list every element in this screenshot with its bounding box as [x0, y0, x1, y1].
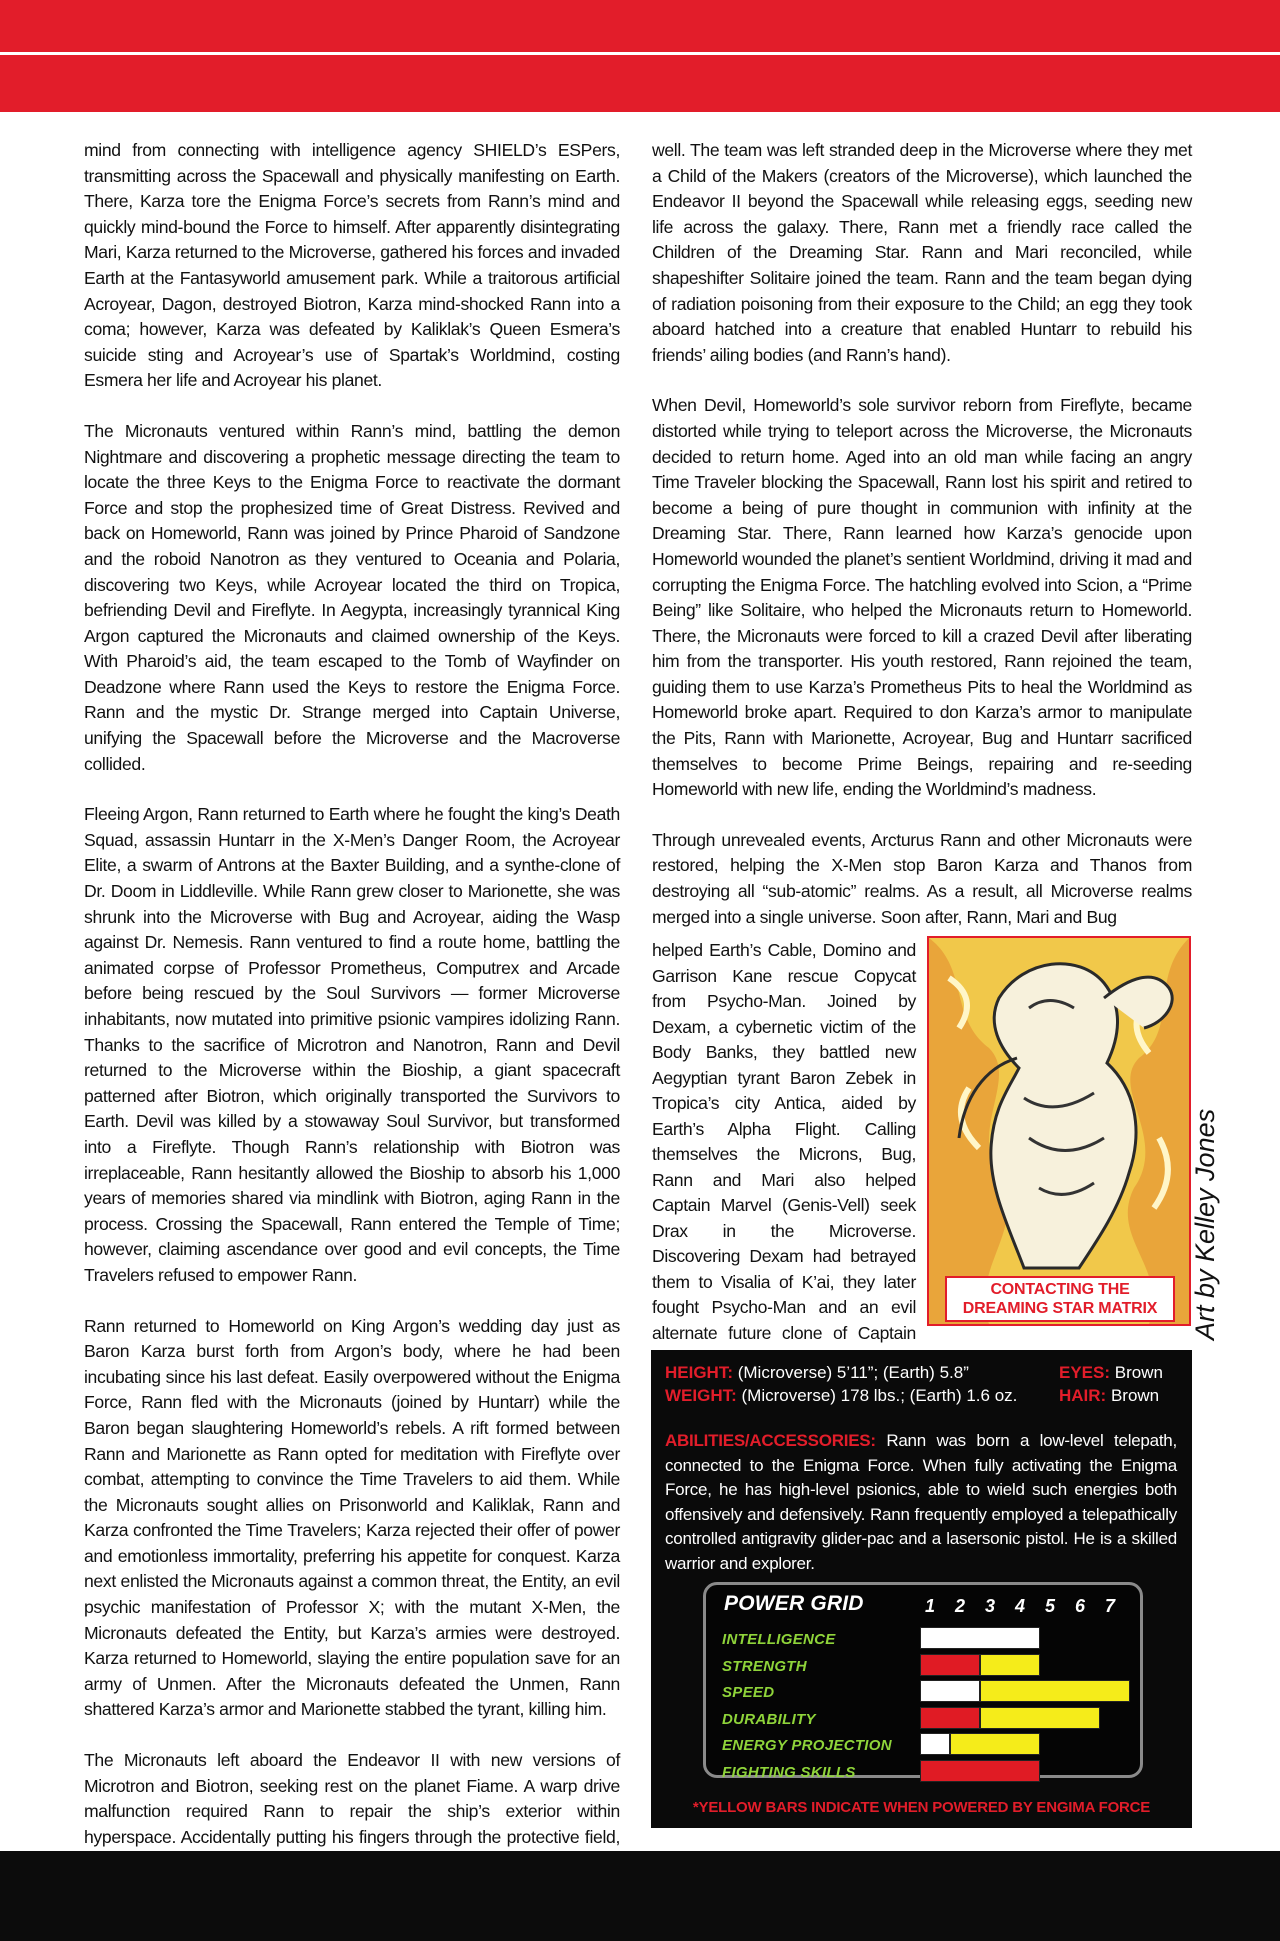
left-paragraph-5: The Micronauts left aboard the Endeavor II with new versions of Microtron and Biotron, seeking rest on the planet Fiame. A warp drive malfunction required Rann to repair the ship’s exterior within hyperspace. Accidentally putting his fingers through the protective field, [84, 1750, 620, 1847]
power-grid-scale-3: 3 [984, 1596, 995, 1616]
power-grid-row-durability [722, 1707, 1142, 1731]
stats-panel [651, 1350, 1192, 1828]
abilities-text [665, 1429, 1177, 1576]
weight-stat [665, 1385, 1017, 1408]
power-grid-enigma-bar [980, 1707, 1100, 1729]
abilities-label: ABILITIES/ACCESSORIES: [665, 1431, 876, 1450]
power-grid-scale-6: 6 [1074, 1596, 1085, 1616]
power-grid-scale-4: 4 [1014, 1596, 1025, 1616]
power-grid-label: DURABILITY [722, 1710, 816, 1728]
left-paragraph-3: Fleeing Argon, Rann returned to Earth where he fought the king’s Death Squad, assassin Huntarr in the X-Men’s Danger Room, the Acroyear Elite, a swarm of Antrons at the Baxter Building, and a synthe-clone of Dr. Doom in Liddleville. While Rann grew closer to Marionette, she was shrunk into the Microverse with Bug and Acroyear, aiding the Wasp against Dr. Nemesis. Rann ventured to find a route home, battling the animated corpse of Professor Prometheus, Computrex and Arcade before being rescued by the Soul Survivors — former Microverse inhabitants, now mutated into primitive psionic vampires idolizing Rann. Thanks to the sacrifice of Microtron and Nanotron, Rann and Devil returned to the Microverse within the Bioship, a giant spacecraft patterned after Biotron, which originally transported the Survivors to Earth. Devil was killed by a stowaway Soul Survivor, but transformed into a Fireflyte. Though Rann’s relationship with Biotron was irreplaceable, Rann hesitantly allowed the Bioship to absorb his 1,000 years of memories shared via mindlink with Biotron, aging Rann in the process. Crossing the Spacewall, Rann entered the Temple of Time; however, claiming ascendance over good and evil concepts, the Time Travelers refused to empower Rann. [84, 804, 620, 1285]
power-grid-base-bar [920, 1627, 1040, 1649]
left-paragraph-1: mind from connecting with intelligence agency SHIELD’s ESPers, transmitting across the Spacewall and physically manifesting on Earth. There, Karza tore the Enigma Force’s secrets from Rann’s mind and quickly mind-bound the Force to himself. After apparently disintegrating Mari, Karza returned to the Microverse, gathered his forces and invaded Earth at the Fantasyworld amusement park. While a traitorous artificial Acroyear, Dagon, destroyed Biotron, Karza mind-shocked Rann into a coma; however, Karza was defeated by Kaliklak’s Queen Esmera’s suicide sting and Acroyear’s use of Spartak’s Worldmind, costing Esmera her life and Acroyear his planet. [84, 140, 620, 391]
power-grid-label: INTELLIGENCE [722, 1631, 836, 1648]
power-grid-row-intelligence [722, 1627, 1142, 1651]
caption-line-2: DREAMING STAR MATRIX [962, 1300, 1158, 1317]
right-paragraph-2: When Devil, Homeworld’s sole survivor reborn from Fireflyte, became distorted while trying to teleport across the Microverse, the Micronauts decided to return home. Aged into an old man while facing an angry Time Traveler blocking the Spacewall, Rann lost his spirit and retired to become a being of pure thought in communion with infinity at the Dreaming Star. There, Rann learned how Karza’s genocide upon Homeworld wounded the planet’s sentient Worldmind, driving it mad and corrupting the Enigma Force. The hatchling evolved into Scion, a “Prime Being” like Solitaire, who helped the Micronauts return to Homeworld. There, the Micronauts were forced to kill a crazed Devil after liberating him from the transporter. His youth restored, Rann rejoined the team, guiding them to use Karza’s Prometheus Pits to heal the Worldmind as Homeworld broke apart. Required to don Karza’s armor to manipulate the Pits, Rann with Marionette, Acroyear, Bug and Huntarr sacrificed themselves to become Prime Beings, repairing and re-seeding Homeworld with new life, ending the Worldmind’s madness. [652, 395, 1192, 800]
power-grid-row-strength [722, 1654, 1142, 1678]
hair-stat [1059, 1385, 1159, 1408]
height-label: HEIGHT: [665, 1363, 733, 1382]
art-credit: Art by Kelley Jones [1190, 1108, 1220, 1340]
bottom-footer-band [0, 1851, 1280, 1941]
power-grid-title: POWER GRID [724, 1592, 864, 1615]
power-grid-label: STRENGTH [722, 1657, 807, 1675]
height-stat [665, 1362, 969, 1385]
power-grid-base-bar [920, 1654, 980, 1676]
power-grid-label: FIGHTING SKILLS [722, 1763, 856, 1781]
power-grid-base-bar [920, 1680, 980, 1702]
power-grid-label: SPEED [722, 1684, 775, 1701]
power-grid-base-bar [920, 1733, 950, 1755]
hair-value: Brown [1110, 1386, 1160, 1405]
power-grid-label: ENERGY PROJECTION [722, 1737, 892, 1754]
power-grid-enigma-bar [950, 1733, 1040, 1755]
caption-line-1: CONTACTING THE [990, 1281, 1130, 1298]
wrapped-paragraph [652, 938, 916, 1372]
power-grid-base-bar [920, 1707, 980, 1729]
eyes-stat [1059, 1362, 1163, 1385]
right-paragraph-1: well. The team was left stranded deep in the Microverse where they met a Child of the Makers (creators of the Microverse), which launched the Endeavor II beyond the Spacewall while releasing eggs, seeding new life across the galaxy. There, Rann met a friendly race called the Children of the Dreaming Star. Rann and Mari reconciled, while shapeshifter Solitaire joined the team. Rann and the team began dying of radiation poisoning from their exposure to the Child; an egg they took aboard hatched into a creature that enabled Huntarr to rebuild his friends’ ailing bodies (and Rann’s hand). [652, 140, 1192, 365]
top-header-band [0, 0, 1280, 112]
left-column [84, 138, 620, 1927]
power-grid-scale-1: 1 [924, 1596, 935, 1616]
power-grid-scale-5: 5 [1044, 1596, 1055, 1616]
height-value: (Microverse) 5’11”; (Earth) 5.8” [737, 1363, 969, 1382]
wrapped-paragraph-text: helped Earth’s Cable, Domino and Garrison Kane rescue Copycat from Psycho-Man. Joined by Dexam, a cybernetic victim of the Body Banks, they battled new Aegyptian tyrant Baron Zebek in Tropica’s city Antica, aided by Earth’s Alpha Flight. Calling themselves the Microns, Bug, Rann and Mari also helped Captain Marvel (Genis-Vell) seek Drax in the Microverse. Discovering Dexam had betrayed them to Visalia of K’ai, they later fought Psycho-Man and an evil alternate future clone of Captain [652, 940, 916, 1343]
power-grid-row-energy-projection [722, 1733, 1142, 1757]
left-paragraph-4: Rann returned to Homeworld on King Argon’s wedding day just as Baron Karza burst forth from Argon’s body, where he had been incubating since his last defeat. Easily overpowered without the Enigma Force, Rann fled with the Micronauts (joined by Huntarr) while the Baron began slaughtering Homeworld’s rebels. A rift formed between Rann and Marionette as Rann opted for meditation with Fireflyte over combat, attempting to convince the Time Travelers to aid them. While the Micronauts sought allies on Prisonworld and Kaliklak, Rann and Karza confronted the Time Travelers; Karza rejected their offer of power and emotionless immortality, preferring his appetite for conquest. Karza next enlisted the Micronauts against a common threat, the Entity, an evil psychic manifestation of Professor X; with the mutant X-Men, the Micronauts defeated the Entity, but Karza’s armies were destroyed. Karza returned to Homeworld, slaying the entire population save for an army of Unmen. After the Micronauts defeated the Unmen, Rann shattered Karza’s armor and Marionette stabbed the tyrant, killing him. [84, 1315, 620, 1720]
illustration-figure [929, 938, 1189, 1324]
illustration-panel [927, 936, 1191, 1326]
abilities-description: Rann was born a low-level telepath, connected to the Enigma Force. When fully activating the Enigma Force, he has high-level psionics, able to wield such energies both offensively and defensively. Rann frequently employed a telepathically controlled antigravity glider-pac and a lasersonic pistol. He is a skilled warrior and explorer. [665, 1431, 1177, 1573]
right-paragraph-3: Through unrevealed events, Arcturus Rann and other Micronauts were restored, helping the X-Men stop Baron Karza and Thanos from destroying all “sub-atomic” realms. As a result, all Microverse realms merged into a single universe. Soon after, Rann, Mari and Bug [652, 829, 1192, 927]
header-divider [0, 52, 1280, 55]
power-grid-enigma-bar [980, 1680, 1130, 1702]
illustration-caption [945, 1276, 1175, 1322]
power-grid-scale-7: 7 [1104, 1596, 1115, 1616]
power-grid-row-fighting-skills [722, 1760, 1142, 1784]
power-grid-row-speed [722, 1680, 1142, 1704]
power-grid [703, 1582, 1143, 1781]
right-column [652, 138, 1192, 955]
power-grid-base-bar [920, 1760, 1040, 1782]
power-grid-scale-2: 2 [954, 1596, 965, 1616]
left-paragraph-2: The Micronauts ventured within Rann’s mind, battling the demon Nightmare and discovering a prophetic message directing the team to locate the three Keys to the Enigma Force to reactivate the dormant Force and stop the prophesized time of Great Distress. Revived and back on Homeworld, Rann was joined by Prince Pharoid of Sandzone and the roboid Nanotron as they ventured to Oceania and Polaria, discovering two Keys, while Acroyear located the third on Tropica, befriending Devil and Fireflyte. In Aegypta, increasingly tyrannical King Argon captured the Micronauts and claimed ownership of the Keys. With Pharoid’s aid, the team escaped to the Tomb of Wayfinder on Deadzone where Rann used the Keys to restore the Enigma Force. Rann and the mystic Dr. Strange merged into Captain Universe, unifying the Spacewall before the Microverse and the Macroverse collided. [84, 420, 620, 774]
eyes-label: EYES: [1059, 1363, 1111, 1382]
power-grid-enigma-bar [980, 1654, 1040, 1676]
power-grid-footnote: *YELLOW BARS INDICATE WHEN POWERED BY ENGIMA FORCE [692, 1799, 1151, 1816]
weight-label: WEIGHT: [665, 1386, 737, 1405]
eyes-value: Brown [1114, 1363, 1163, 1382]
hair-label: HAIR: [1059, 1386, 1107, 1405]
weight-value: (Microverse) 178 lbs.; (Earth) 1.6 oz. [741, 1386, 1018, 1405]
